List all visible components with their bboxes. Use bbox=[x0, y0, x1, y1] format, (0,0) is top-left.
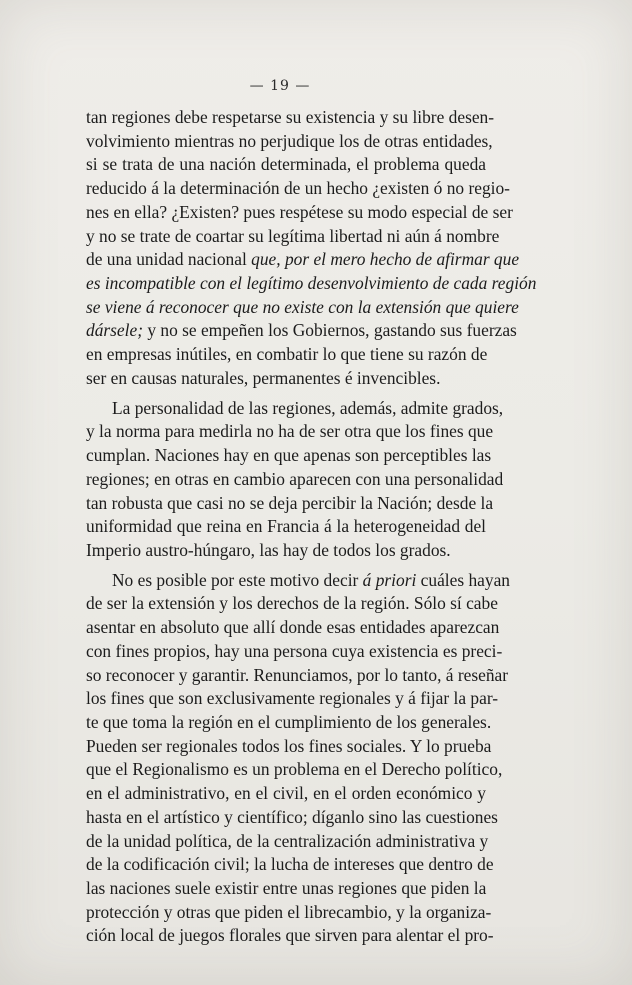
text-segment: y no se empeñen los Gobiernos, gastando sus fuerzas bbox=[143, 320, 517, 341]
text-line: protección y otras que piden el librecambio, y la organiza- bbox=[86, 901, 492, 922]
body-text bbox=[86, 106, 537, 948]
text-line: Imperio austro-húngaro, las hay de todos los grados. bbox=[86, 539, 451, 560]
italic-segment: á priori bbox=[362, 569, 417, 590]
text-segment: cuáles hayan bbox=[416, 569, 510, 590]
paragraph bbox=[86, 397, 504, 563]
text-line: La personalidad de las regiones, además, admite grados, bbox=[112, 397, 504, 418]
text-line: Pueden ser regionales todos los fines sociales. Y lo prueba bbox=[86, 735, 492, 756]
text-line: si se trata de una nación determinada, el problema queda bbox=[86, 154, 486, 175]
text-line: ser en causas naturales, permanentes é invencibles. bbox=[86, 367, 441, 388]
text-line: en empresas inútiles, en combatir lo que tiene su razón de bbox=[86, 344, 488, 365]
text-segment: No es posible por este motivo decir bbox=[112, 569, 363, 590]
text-line: regiones; en otras en cambio aparecen con una personalidad bbox=[86, 468, 504, 489]
italic-segment: dársele; bbox=[86, 320, 143, 341]
text-line: y la norma para medirla no ha de ser otra que los fines que bbox=[86, 421, 494, 442]
text-line: cumplan. Naciones hay en que apenas son perceptibles las bbox=[86, 445, 492, 466]
text-line: en el administrativo, en el civil, en el orden económico y bbox=[86, 783, 486, 804]
paragraph bbox=[86, 106, 537, 391]
text-line: los fines que son exclusivamente regionales y á fijar la par- bbox=[86, 688, 499, 709]
text-line: uniformidad que reina en Francia á la heterogeneidad del bbox=[86, 516, 486, 537]
italic-segment: se viene á reconocer que no existe con la extensión que quiere bbox=[86, 296, 519, 317]
text-line: ción local de juegos florales que sirven para alentar el pro- bbox=[86, 925, 494, 946]
text-line: tan regiones debe respetarse su existencia y su libre desen- bbox=[86, 107, 495, 127]
text-line: so reconocer y garantir. Renunciamos, por lo tanto, á reseñar bbox=[86, 664, 509, 685]
text-line bbox=[86, 248, 520, 272]
text-line: volvimiento mientras no perjudique los de otras entidades, bbox=[86, 130, 493, 151]
text-line bbox=[86, 272, 537, 296]
text-line: tan robusta que casi no se deja percibir la Nación; desde la bbox=[86, 492, 494, 513]
text-line: con fines propios, hay una persona cuya existencia es preci- bbox=[86, 640, 503, 661]
italic-segment: es incompatible con el legítimo desenvolvimiento de cada región bbox=[86, 273, 537, 294]
italic-segment: que, por el mero hecho de afirmar que bbox=[251, 249, 520, 270]
text-line bbox=[86, 569, 510, 593]
text-line: de ser la extensión y los derechos de la región. Sólo sí cabe bbox=[86, 593, 498, 614]
text-line: de la unidad política, de la centralización administrativa y bbox=[86, 830, 489, 851]
paragraph bbox=[86, 569, 510, 949]
text-line: las naciones suele existir entre unas regiones que piden la bbox=[86, 878, 487, 898]
text-line: y no se trate de coartar su legítima libertad ni aún á nombre bbox=[86, 225, 500, 246]
text-segment: de una unidad nacional bbox=[86, 249, 252, 270]
text-line: asentar en absoluto que allí donde esas entidades aparezcan bbox=[86, 617, 500, 638]
page-number: — 19 — bbox=[249, 78, 311, 94]
text-line: que el Regionalismo es un problema en el Derecho político, bbox=[86, 759, 503, 780]
text-line: hasta en el artístico y científico; díganlo sino las cuestiones bbox=[86, 806, 498, 827]
text-line: de la codificación civil; la lucha de intereses que dentro de bbox=[86, 854, 494, 875]
text-line bbox=[86, 296, 519, 320]
text-line: nes en ella? ¿Existen? pues respétese su modo especial de ser bbox=[86, 201, 513, 222]
text-line: reducido á la determinación de un hecho ¿existen ó no regio- bbox=[86, 178, 510, 199]
text-line: te que toma la región en el cumplimiento de los generales. bbox=[86, 711, 492, 732]
text-line bbox=[86, 319, 517, 343]
